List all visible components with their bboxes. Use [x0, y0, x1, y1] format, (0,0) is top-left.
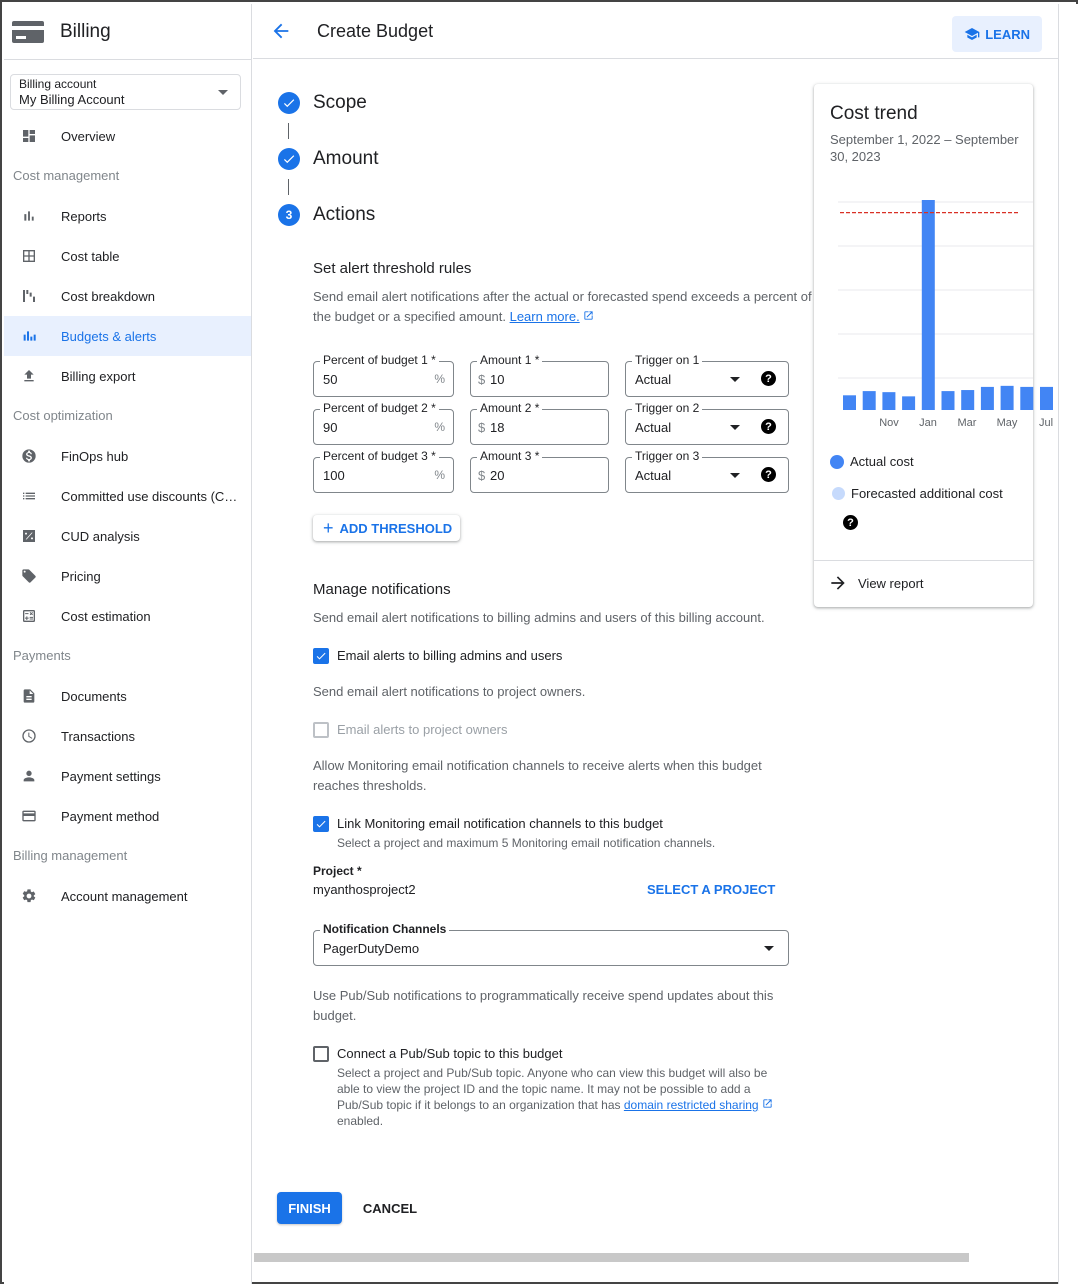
cost-trend-date-range: September 1, 2022 – September 30, 2023	[830, 132, 1019, 164]
sidebar-nav	[4, 116, 251, 916]
check-icon	[315, 650, 327, 662]
school-icon	[964, 26, 980, 42]
sidebar-item-budgets-alerts[interactable]	[4, 316, 251, 356]
percent-of-budget-input[interactable]	[313, 449, 454, 493]
sidebar-item-label: Cost table	[61, 248, 120, 264]
percent-label: Percent of budget 2 *	[320, 401, 439, 415]
project-owners-checkbox[interactable]	[313, 722, 329, 738]
amount-input[interactable]	[470, 353, 609, 397]
external-link-icon	[762, 1098, 773, 1109]
amount-input[interactable]	[470, 401, 609, 445]
back-arrow-icon[interactable]	[270, 20, 292, 42]
currency-prefix: $	[478, 372, 486, 387]
sidebar-item-cost-estimation[interactable]	[4, 596, 251, 636]
legend-dot-actual	[830, 455, 844, 469]
percent-label: Percent of budget 3 *	[320, 449, 439, 463]
pubsub-checkbox[interactable]	[313, 1046, 329, 1062]
cancel-button[interactable]: CANCEL	[354, 1192, 426, 1224]
sidebar-item-label: Budgets & alerts	[61, 328, 157, 344]
sidebar-item-cost-breakdown[interactable]	[4, 276, 251, 316]
step-label: Amount	[313, 148, 379, 169]
legend-actual	[830, 454, 914, 469]
percent-suffix: %	[434, 372, 445, 386]
view-report-link[interactable]	[828, 573, 924, 593]
nav-section-label: Cost management	[13, 168, 120, 183]
step-label: Scope	[313, 92, 367, 113]
percent-of-budget-input[interactable]	[313, 353, 454, 397]
budget-icon	[20, 327, 38, 345]
percent-suffix: %	[434, 468, 445, 482]
sidebar-item-reports[interactable]	[4, 196, 251, 236]
billing-card-icon	[12, 21, 44, 43]
billing-account-select[interactable]	[10, 74, 241, 110]
currency-prefix: $	[478, 420, 486, 435]
trigger-select[interactable]	[625, 401, 789, 445]
document-icon	[20, 687, 38, 705]
chart-bar	[942, 391, 955, 410]
trigger-value: Actual	[635, 468, 672, 483]
step-connector	[288, 123, 289, 139]
trigger-label: Trigger on 3	[632, 449, 702, 463]
amount-input[interactable]	[470, 449, 609, 493]
chart-bar	[1020, 387, 1033, 410]
project-label: Project *	[313, 864, 362, 878]
right-scroll-strip	[1058, 4, 1078, 1284]
trigger-value: Actual	[635, 420, 672, 435]
sidebar-item-label: Cost estimation	[61, 608, 151, 624]
step-connector	[288, 179, 289, 195]
sidebar-item-committed-use-discounts-c[interactable]	[4, 476, 251, 516]
dropdown-arrow-icon	[730, 473, 740, 478]
chart-bar	[843, 395, 856, 410]
billing-account-label: Billing account	[19, 77, 97, 91]
chart-bar	[981, 387, 994, 410]
billing-admins-checkbox[interactable]	[313, 648, 329, 664]
gear-icon	[20, 887, 38, 905]
external-link-icon	[583, 310, 594, 321]
project-value: myanthosproject2	[313, 882, 416, 897]
amount-label: Amount 1 *	[477, 353, 542, 367]
list-icon	[20, 487, 38, 505]
nav-section-label: Cost optimization	[13, 408, 113, 423]
tag-icon	[20, 567, 38, 585]
sidebar-item-pricing[interactable]	[4, 556, 251, 596]
horizontal-scrollbar[interactable]	[254, 1253, 969, 1262]
sidebar-item-label: Account management	[61, 888, 188, 904]
trigger-label: Trigger on 2	[632, 401, 702, 415]
dropdown-arrow-icon	[730, 425, 740, 430]
sidebar-item-cost-table[interactable]	[4, 236, 251, 276]
chart-bar	[863, 391, 876, 410]
amount-label: Amount 2 *	[477, 401, 542, 415]
pubsub-label: Connect a Pub/Sub topic to this budget	[337, 1046, 563, 1061]
select-project-button[interactable]: SELECT A PROJECT	[647, 882, 776, 897]
bar-chart-icon	[20, 207, 38, 225]
help-icon[interactable]: ?	[761, 371, 776, 386]
learn-label: LEARN	[985, 26, 1030, 42]
billing-admins-description: Send email alert notifications to billing admins and users of this billing account.	[313, 610, 765, 625]
check-icon	[315, 818, 327, 830]
clock-icon	[20, 727, 38, 745]
dashboard-icon	[20, 127, 38, 145]
notification-channels-label: Notification Channels	[320, 922, 449, 936]
percent-label: Percent of budget 1 *	[320, 353, 439, 367]
sidebar-item-payment-method[interactable]	[4, 796, 251, 836]
sidebar-item-overview[interactable]	[4, 116, 251, 156]
step-amount[interactable]	[278, 148, 378, 170]
step-actions[interactable]	[278, 204, 375, 226]
learn-more-link[interactable]	[510, 309, 580, 324]
percent-value: 50	[323, 372, 338, 387]
legend-actual-label: Actual cost	[850, 454, 914, 469]
monitoring-sub: Select a project and maximum 5 Monitoring email notification channels.	[337, 836, 716, 850]
chart-bar	[961, 390, 974, 410]
trigger-select[interactable]	[625, 449, 789, 493]
domain-restricted-sharing-link[interactable]: domain restricted sharing	[623, 1098, 759, 1112]
page-header	[253, 4, 1058, 59]
monitoring-label: Link Monitoring email notification channels to this budget	[337, 816, 663, 831]
step-label: Actions	[313, 204, 376, 225]
sidebar-item-label: Cost breakdown	[61, 288, 155, 304]
x-tick-label: Mar	[957, 417, 977, 429]
chart-bar	[1001, 386, 1014, 410]
calculator-icon	[20, 607, 38, 625]
sidebar-item-label: Pricing	[61, 568, 101, 584]
project-owners-description: Send email alert notifications to project owners.	[313, 684, 586, 699]
trigger-value: Actual	[635, 372, 672, 387]
chart-bar	[922, 200, 935, 410]
dropdown-arrow-icon	[764, 946, 774, 951]
x-tick-label: May	[996, 417, 1018, 429]
amount-value: 10	[490, 372, 505, 387]
sidebar-item-label: Committed use discounts (C…	[61, 488, 238, 504]
pubsub-sub-enabled: enabled.	[337, 1114, 384, 1128]
check-circle-icon	[278, 148, 300, 170]
card-divider	[814, 560, 1033, 561]
project-owners-label: Email alerts to project owners	[337, 722, 508, 737]
dollar-circle-icon	[20, 447, 38, 465]
amount-value: 20	[490, 468, 505, 483]
notification-channels-value: PagerDutyDemo	[323, 941, 420, 956]
sidebar-item-payment-settings[interactable]	[4, 756, 251, 796]
sidebar-title: Billing	[60, 20, 111, 42]
monitoring-text	[337, 816, 715, 851]
nav-section-label: Payments	[13, 648, 71, 663]
upload-icon	[20, 367, 38, 385]
person-icon	[20, 767, 38, 785]
percent-value: 90	[323, 420, 338, 435]
monitoring-checkbox-row[interactable]	[313, 816, 715, 851]
sidebar-item-label: Reports	[61, 208, 107, 224]
x-tick-label: Nov	[879, 417, 899, 429]
chart-bar	[1040, 387, 1053, 410]
amount-label: Amount 3 *	[477, 449, 542, 463]
threshold-title: Set alert threshold rules	[313, 260, 472, 277]
sidebar-item-label: Documents	[61, 688, 127, 704]
sidebar	[4, 4, 252, 1284]
x-tick-label: Jul	[1038, 417, 1054, 429]
billing-admins-label: Email alerts to billing admins and users	[337, 648, 563, 663]
cost-trend-card	[814, 84, 1054, 607]
help-icon[interactable]: ?	[843, 515, 858, 530]
cost-trend-title: Cost trend	[830, 103, 918, 124]
dropdown-arrow-icon	[218, 90, 228, 95]
step-number: 3	[278, 204, 300, 226]
monitoring-checkbox[interactable]	[313, 816, 329, 832]
notifications-title: Manage notifications	[313, 581, 451, 598]
billing-admins-checkbox-row[interactable]	[313, 648, 562, 664]
x-tick-label: Jan	[919, 417, 937, 429]
add-threshold-button[interactable]	[313, 515, 460, 541]
check-circle-icon	[278, 92, 300, 114]
arrow-forward-icon	[828, 573, 848, 593]
step-scope[interactable]	[278, 92, 367, 114]
nav-section-label: Billing management	[13, 848, 128, 863]
sidebar-item-label: CUD analysis	[61, 528, 140, 544]
threshold-description	[313, 287, 818, 327]
finish-button[interactable]: FINISH	[277, 1192, 342, 1224]
percent-of-budget-input[interactable]	[313, 401, 454, 445]
billing-account-value: My Billing Account	[19, 92, 125, 107]
sidebar-item-label: Payment settings	[61, 768, 161, 784]
sidebar-item-label: Transactions	[61, 728, 135, 744]
pubsub-text	[337, 1046, 777, 1129]
percent-icon	[20, 527, 38, 545]
sidebar-header	[4, 4, 251, 60]
pubsub-sub	[337, 1065, 777, 1129]
sidebar-item-account-management[interactable]	[4, 876, 251, 916]
percent-value: 100	[323, 468, 345, 483]
legend-forecast-label: Forecasted additional cost	[851, 486, 1003, 501]
plus-icon: +	[323, 518, 334, 538]
help-icon[interactable]: ?	[761, 467, 776, 482]
trigger-select[interactable]	[625, 353, 789, 397]
waterfall-icon	[20, 287, 38, 305]
sidebar-item-billing-export[interactable]	[4, 356, 251, 396]
legend-forecast	[832, 486, 1003, 501]
sidebar-item-finops-hub[interactable]	[4, 436, 251, 476]
sidebar-item-label: Billing export	[61, 368, 136, 384]
help-icon[interactable]: ?	[761, 419, 776, 434]
pubsub-checkbox-row[interactable]	[313, 1046, 777, 1129]
currency-prefix: $	[478, 468, 486, 483]
add-threshold-label: ADD THRESHOLD	[339, 520, 453, 536]
sidebar-item-label: FinOps hub	[61, 448, 129, 464]
monitoring-description: Allow Monitoring email notification channels to receive alerts when this budget reaches thresholds.	[313, 758, 762, 793]
threshold-description-text: Send email alert notifications after the actual or forecasted spend exceeds a percent of the budget or a specified amount.	[313, 289, 812, 324]
cost-trend-chart	[814, 184, 1054, 524]
view-report-label: View report	[858, 575, 924, 591]
dropdown-arrow-icon	[730, 377, 740, 382]
pubsub-description: Use Pub/Sub notifications to programmatically receive spend updates about this budget.	[313, 988, 774, 1023]
chart-bar	[882, 392, 895, 410]
project-owners-checkbox-row[interactable]	[313, 722, 508, 738]
sidebar-item-label: Payment method	[61, 808, 160, 824]
pubsub-sub-text: Select a project and Pub/Sub topic. Anyone who can view this budget will also be able to view the project ID and the topic name. It may not be possible to add a Pub/Sub topic if it belongs to an organization that has	[337, 1066, 768, 1112]
sidebar-item-transactions[interactable]	[4, 716, 251, 756]
percent-suffix: %	[434, 420, 445, 434]
credit-card-icon	[20, 807, 38, 825]
sidebar-item-cud-analysis[interactable]	[4, 516, 251, 556]
amount-value: 18	[490, 420, 505, 435]
legend-dot-forecast	[832, 487, 845, 500]
sidebar-item-label: Overview	[61, 128, 116, 144]
trigger-label: Trigger on 1	[632, 353, 702, 367]
table-icon	[20, 247, 38, 265]
chart-bar	[902, 396, 915, 410]
learn-button[interactable]	[952, 16, 1042, 52]
sidebar-item-documents[interactable]	[4, 676, 251, 716]
notification-channels-select[interactable]	[313, 922, 789, 966]
page-title: Create Budget	[317, 20, 434, 41]
learn-more-text: Learn more.	[509, 309, 580, 324]
